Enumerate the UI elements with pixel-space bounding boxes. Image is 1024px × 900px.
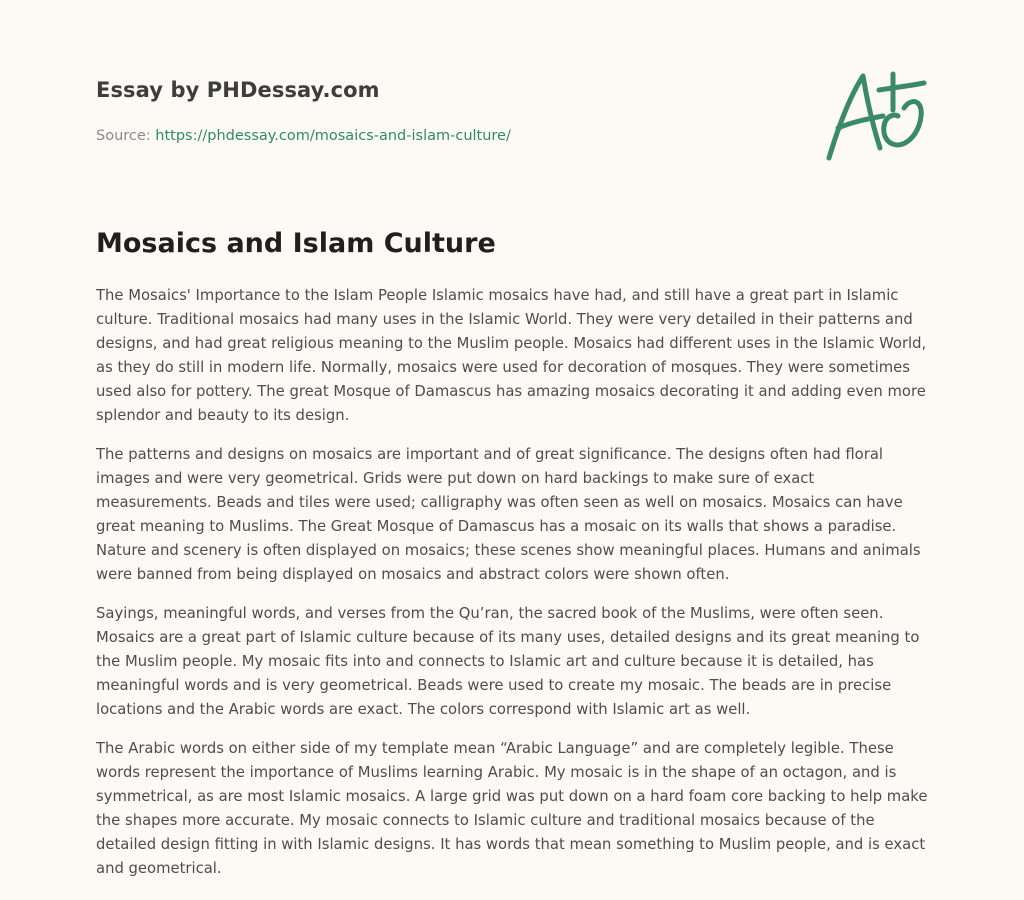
source-line (96, 126, 796, 146)
essay-paragraph: The patterns and designs on mosaics are important and of great significance. The designs often had floral images and were very geometrical. Grids were put down on hard backings to make sure of exact measurements. Beads and tiles were used; calligraphy was often seen as well on mosaics. Mosaics can have great meaning to Muslims. The Great Mosque of Damascus has a mosaic on its walls that shows a paradise. Nature and scenery is often displayed on mosaics; these scenes show meaningful places. Humans and animals were banned from being displayed on mosaics and abstract colors were shown often. (96, 446, 921, 583)
source-link[interactable]: https://phdessay.com/mosaics-and-islam-culture/ (155, 128, 511, 144)
essay-body (96, 284, 932, 896)
page-title: Mosaics and Islam Culture (96, 228, 496, 259)
a-plus-grade-icon (820, 66, 928, 166)
essay-header (96, 76, 796, 146)
source-label: Source: (96, 128, 151, 144)
brand-title: Essay by PHDessay.com (96, 78, 380, 102)
essay-paragraph: The Mosaics' Importance to the Islam People Islamic mosaics have had, and still have a great part in Islamic culture. Traditional mosaics had many uses in the Islamic World. They were very detailed in their patterns and designs, and had great religious meaning to the Muslim people. Mosaics had different uses in the Islamic World, as they do still in modern life. Normally, mosaics were used for decoration of mosques. They were sometimes used also for pottery. The great Mosque of Damascus has amazing mosaics decorating it and adding even more splendor and beauty to its design. (96, 287, 927, 424)
essay-paragraph: The Arabic words on either side of my template mean “Arabic Language” and are completely legible. These words represent the importance of Muslims learning Arabic. My mosaic is in the shape of an octagon, and is symmetrical, as are most Islamic mosaics. A large grid was put down on a hard foam core backing to help make the shapes more accurate. My mosaic connects to Islamic culture and traditional mosaics because of the detailed design fitting in with Islamic designs. It has words that mean something to Muslim people, and is exact and geometrical. (96, 740, 928, 877)
essay-paragraph: Sayings, meaningful words, and verses from the Qu’ran, the sacred book of the Muslims, were often seen. Mosaics are a great part of Islamic culture because of its many uses, detailed designs and its great meaning to the Muslim people. My mosaic fits into and connects to Islamic art and culture because it is detailed, has meaningful words and is very geometrical. Beads were used to create my mosaic. The beads are in precise locations and the Arabic words are exact. The colors correspond with Islamic art as well. (96, 605, 920, 718)
